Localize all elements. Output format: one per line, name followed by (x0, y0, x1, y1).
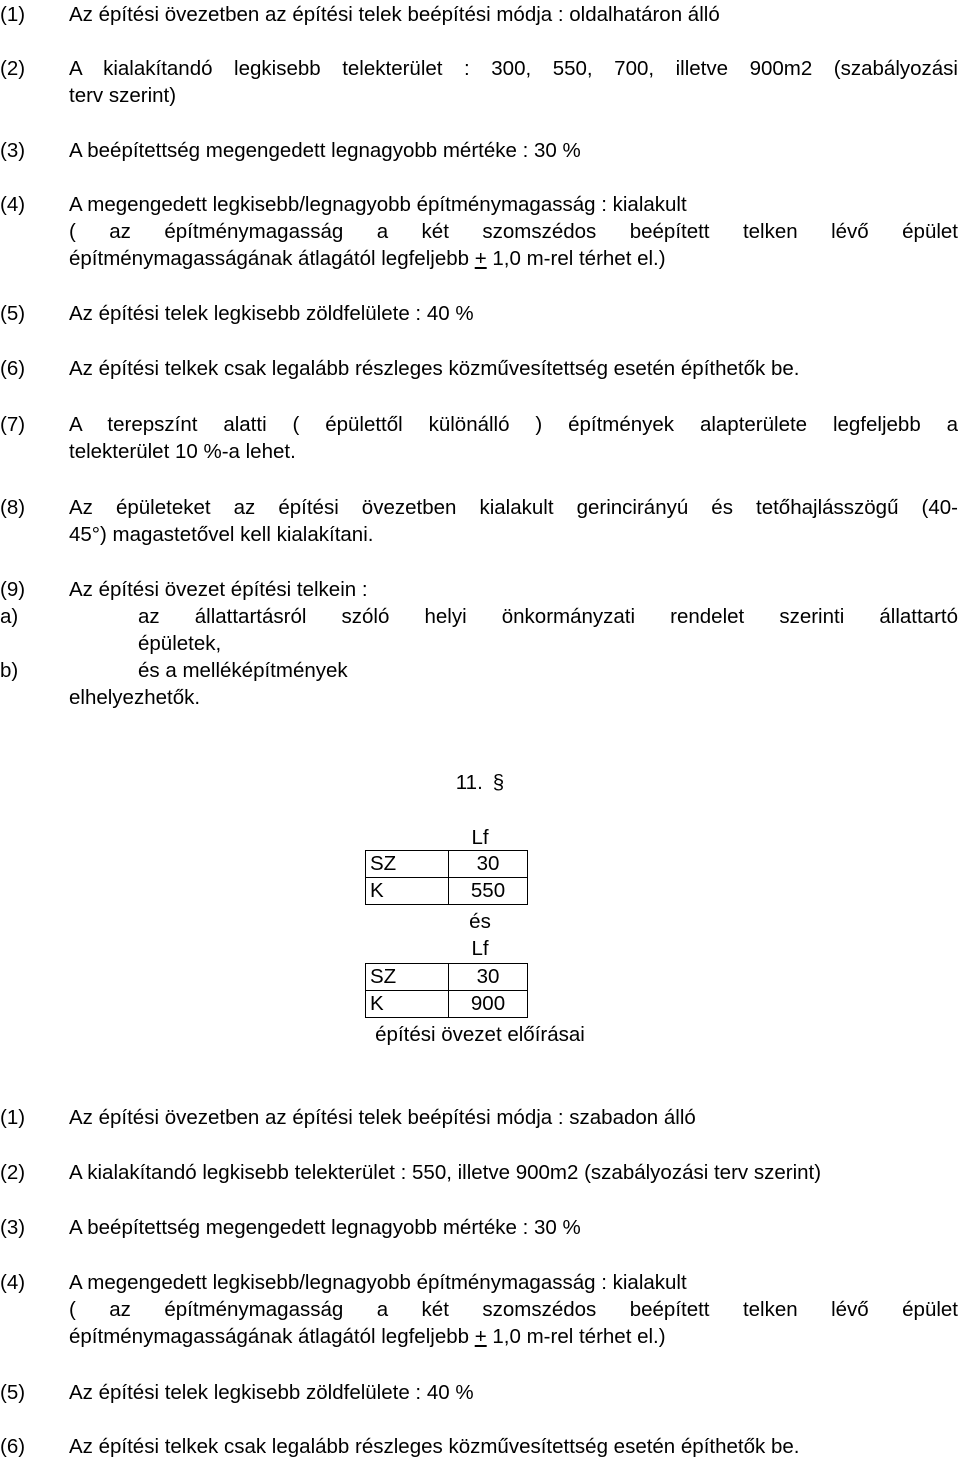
paragraph-number: (3) (0, 139, 26, 162)
paragraph-text: Az építési telkek csak legalább részleges közművesítettség esetén építhetők be. (69, 1435, 800, 1458)
sub-item-a-cont (0, 630, 958, 657)
sub-item-text: az állattartásról szóló helyi önkormányzati rendelet szerinti állattartó (138, 605, 958, 628)
code-value: 30 (449, 964, 528, 991)
s11-paragraph-4 (0, 1269, 958, 1350)
section-number: 11. (455, 771, 483, 794)
closing-line (0, 684, 958, 711)
text-segment: 1,0 m-rel térhet el.) (486, 1325, 666, 1348)
section-heading (0, 769, 960, 796)
paragraph-9 (0, 576, 958, 603)
paragraph-text: A kialakítandó legkisebb telekterület : 550, illetve 900m2 (szabályozási terv szerint) (69, 1161, 822, 1184)
code-value: 550 (449, 878, 528, 905)
zone-code-table-1 (365, 850, 528, 905)
paragraph-2 (0, 55, 958, 109)
paragraph-text: terv szerint) (69, 84, 177, 107)
paragraph-text: A beépítettség megengedett legnagyobb mértéke : 30 % (69, 1216, 581, 1239)
text-segment: 1,0 m-rel térhet el.) (486, 247, 666, 270)
sub-item-text: és a melléképítmények (138, 659, 348, 682)
paragraph-number: (8) (0, 496, 26, 519)
paragraph-7 (0, 411, 958, 465)
paragraph-text: A kialakítandó legkisebb telekterület : 300, 550, 700, illetve 900m2 (szabályozási (69, 57, 958, 80)
s11-paragraph-5 (0, 1379, 958, 1406)
paragraph-number: (5) (0, 1381, 26, 1404)
paragraph-3 (0, 137, 958, 164)
s11-paragraph-6 (0, 1433, 958, 1460)
zone-code-label-2: Lf (471, 937, 489, 960)
paragraph-number: (2) (0, 1161, 26, 1184)
paragraph-text (69, 245, 958, 272)
paragraph-text: telekterület 10 %-a lehet. (69, 440, 296, 463)
paragraph-number: (3) (0, 1216, 26, 1239)
closing-text: elhelyezhetők. (69, 686, 201, 709)
paragraph-text: Az építési övezet építési telkein : (69, 578, 368, 601)
paragraph-text: A megengedett legkisebb/legnagyobb építménymagasság : kialakult (69, 1271, 687, 1294)
zone-code-label-1: Lf (471, 826, 489, 849)
zone-code-caption: építési övezet előírásai (375, 1023, 585, 1046)
paragraph-8 (0, 494, 958, 548)
s11-paragraph-2 (0, 1159, 958, 1186)
paragraph-number: (9) (0, 578, 26, 601)
text-segment: építménymagasságának átlagától legfeljebb (69, 247, 475, 270)
paragraph-number: (4) (0, 193, 26, 216)
code-key: SZ (366, 964, 449, 991)
sub-item-text: épületek, (138, 632, 222, 655)
table-row (366, 878, 528, 905)
zone-code-conjunction: és (469, 910, 491, 933)
paragraph-text: Az építési övezetben az építési telek beépítési módja : szabadon álló (69, 1106, 696, 1129)
code-key: SZ (366, 851, 449, 878)
paragraph-number: (1) (0, 1106, 26, 1129)
paragraph-text: 45°) magastetővel kell kialakítani. (69, 523, 374, 546)
paragraph-number: (4) (0, 1271, 26, 1294)
paragraph-text: A terepszínt alatti ( épülettől különálló ) építmények alapterülete legfeljebb a (69, 413, 958, 436)
sub-item-a (0, 603, 958, 630)
code-value: 900 (449, 991, 528, 1018)
paragraph-1 (0, 1, 958, 28)
code-value: 30 (449, 851, 528, 878)
code-key: K (366, 878, 449, 905)
sub-item-label: a) (0, 605, 19, 628)
paragraph-4 (0, 191, 958, 272)
paragraph-text: Az épületeket az építési övezetben kialakult gerincirányú és tetőhajlásszögű (40- (69, 496, 958, 519)
table-row (366, 964, 528, 991)
paragraph-text: Az építési telek legkisebb zöldfelülete : 40 % (69, 302, 474, 325)
code-key: K (366, 991, 449, 1018)
s11-paragraph-1 (0, 1104, 958, 1131)
plus-minus-sign: + (474, 247, 487, 270)
paragraph-text: Az építési telkek csak legalább részleges közművesítettség esetén építhetők be. (69, 357, 800, 380)
paragraph-text: A beépítettség megengedett legnagyobb mértéke : 30 % (69, 139, 581, 162)
paragraph-number: (5) (0, 302, 26, 325)
paragraph-text: Az építési telek legkisebb zöldfelülete : 40 % (69, 1381, 474, 1404)
paragraph-text: A megengedett legkisebb/legnagyobb építménymagasság : kialakult (69, 193, 687, 216)
section-sign: § (492, 771, 505, 794)
zone-code-table-2 (365, 963, 528, 1018)
s11-paragraph-3 (0, 1214, 958, 1241)
paragraph-number: (7) (0, 413, 26, 436)
paragraph-5 (0, 300, 958, 327)
paragraph-number: (1) (0, 3, 26, 26)
sub-list (0, 603, 958, 711)
paragraph-6 (0, 355, 958, 382)
paragraph-number: (6) (0, 1435, 26, 1458)
paragraph-text (69, 1323, 958, 1350)
paragraph-text: Az építési övezetben az építési telek beépítési módja : oldalhatáron álló (69, 3, 720, 26)
text-segment: építménymagasságának átlagától legfeljebb (69, 1325, 475, 1348)
table-row (366, 991, 528, 1018)
plus-minus-sign: + (474, 1325, 487, 1348)
paragraph-number: (2) (0, 57, 26, 80)
paragraph-text: ( az építménymagasság a két szomszédos beépített telken lévő épület (69, 1298, 958, 1321)
paragraph-text: ( az építménymagasság a két szomszédos beépített telken lévő épület (69, 220, 958, 243)
paragraph-number: (6) (0, 357, 26, 380)
table-row (366, 851, 528, 878)
sub-item-label: b) (0, 659, 19, 682)
sub-item-b (0, 657, 958, 684)
